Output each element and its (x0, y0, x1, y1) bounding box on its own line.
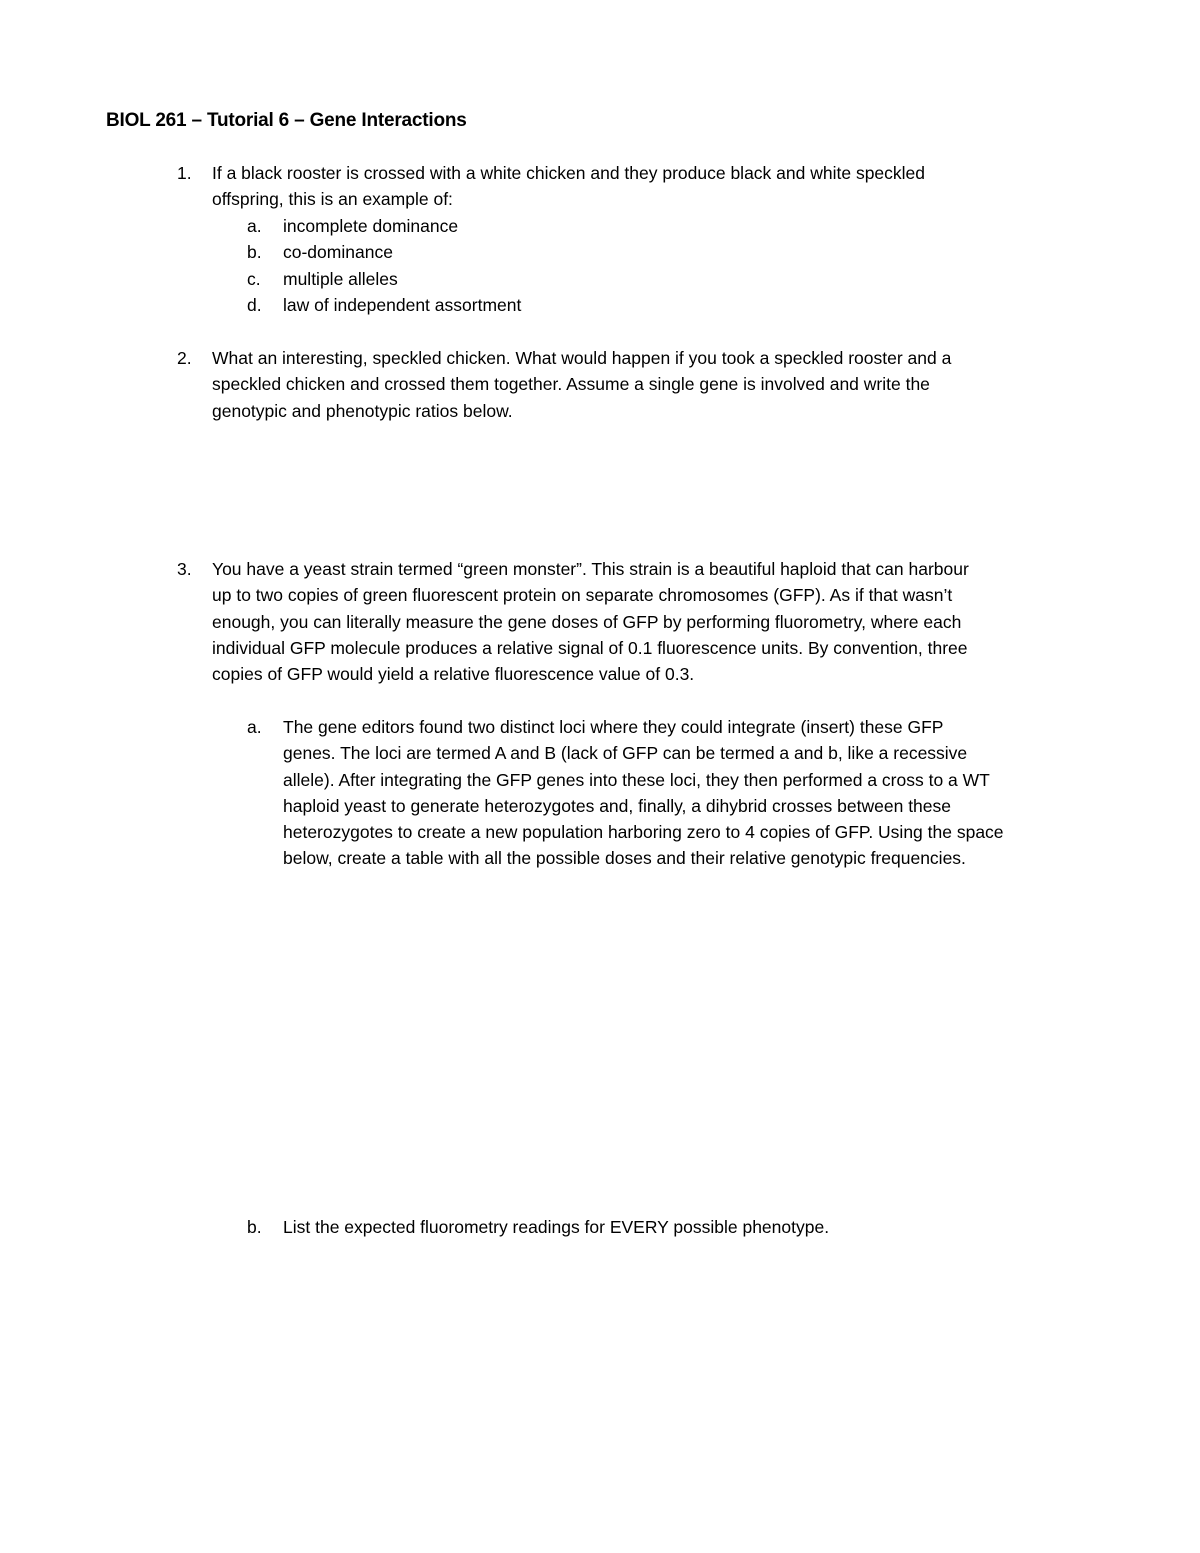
part-text-line: below, create a table with all the possible doses and their relative genotypic frequencies. (283, 848, 966, 869)
document-title: BIOL 261 – Tutorial 6 – Gene Interactions (106, 110, 467, 131)
part-text-line: heterozygotes to create a new population harboring zero to 4 copies of GFP. Using the space (283, 822, 1004, 843)
question-3-part-a (247, 714, 1107, 874)
question-text-line: speckled chicken and crossed them together. Assume a single gene is involved and write the (212, 374, 930, 395)
option-text: co-dominance (283, 242, 393, 262)
answer-option-d (247, 292, 847, 319)
question-text (212, 556, 969, 687)
question-text (212, 345, 951, 424)
part-text-line: The gene editors found two distinct loci where they could integrate (insert) these GFP (283, 717, 944, 737)
question-text-line: individual GFP molecule produces a relative signal of 0.1 fluorescence units. By convention, three (212, 637, 968, 658)
question-text-line: offspring, this is an example of: (212, 189, 453, 210)
question-number: 2. (177, 348, 192, 368)
part-text (283, 714, 1004, 872)
question-1 (177, 160, 1077, 220)
part-text (283, 1214, 829, 1240)
option-label: c. (247, 269, 261, 289)
question-text-line: genotypic and phenotypic ratios below. (212, 400, 513, 421)
question-text-line: What an interesting, speckled chicken. What would happen if you took a speckled rooster and a (212, 348, 952, 368)
question-3 (177, 556, 1097, 691)
question-number: 3. (177, 559, 192, 579)
question-text-line: If a black rooster is crossed with a white chicken and they produce black and white speckled (212, 163, 926, 183)
part-text-line: genes. The loci are termed A and B (lack of GFP can be termed a and b, like a recessive (283, 743, 968, 764)
question-text-line: You have a yeast strain termed “green monster”. This strain is a beautiful haploid that can harbour (212, 559, 969, 579)
part-text-line: List the expected fluorometry readings for EVERY possible phenotype. (283, 1217, 830, 1237)
question-text-line: copies of GFP would yield a relative fluorescence value of 0.3. (212, 664, 695, 685)
question-text-line: up to two copies of green fluorescent protein on separate chromosomes (GFP). As if that wasn’t (212, 585, 953, 606)
part-text-line: haploid yeast to generate heterozygotes and, finally, a dihybrid crosses between these (283, 795, 952, 816)
answer-option-b (247, 239, 847, 266)
answer-option-a (247, 213, 847, 240)
option-label: a. (247, 216, 262, 236)
option-label: d. (247, 295, 262, 315)
question-number: 1. (177, 163, 192, 183)
option-label: b. (247, 242, 262, 262)
part-text-line: allele). After integrating the GFP genes into these loci, they then performed a cross to a WT (283, 769, 990, 790)
question-text (212, 160, 925, 213)
option-text: incomplete dominance (283, 216, 459, 236)
option-text: multiple alleles (283, 269, 398, 289)
answer-option-c (247, 266, 847, 293)
question-2 (177, 345, 1077, 427)
question-3-part-b (247, 1214, 1107, 1242)
part-label: a. (247, 717, 262, 737)
question-text-line: enough, you can literally measure the gene doses of GFP by performing fluorometry, where each (212, 611, 962, 632)
option-text: law of independent assortment (283, 295, 522, 315)
part-label: b. (247, 1217, 262, 1237)
